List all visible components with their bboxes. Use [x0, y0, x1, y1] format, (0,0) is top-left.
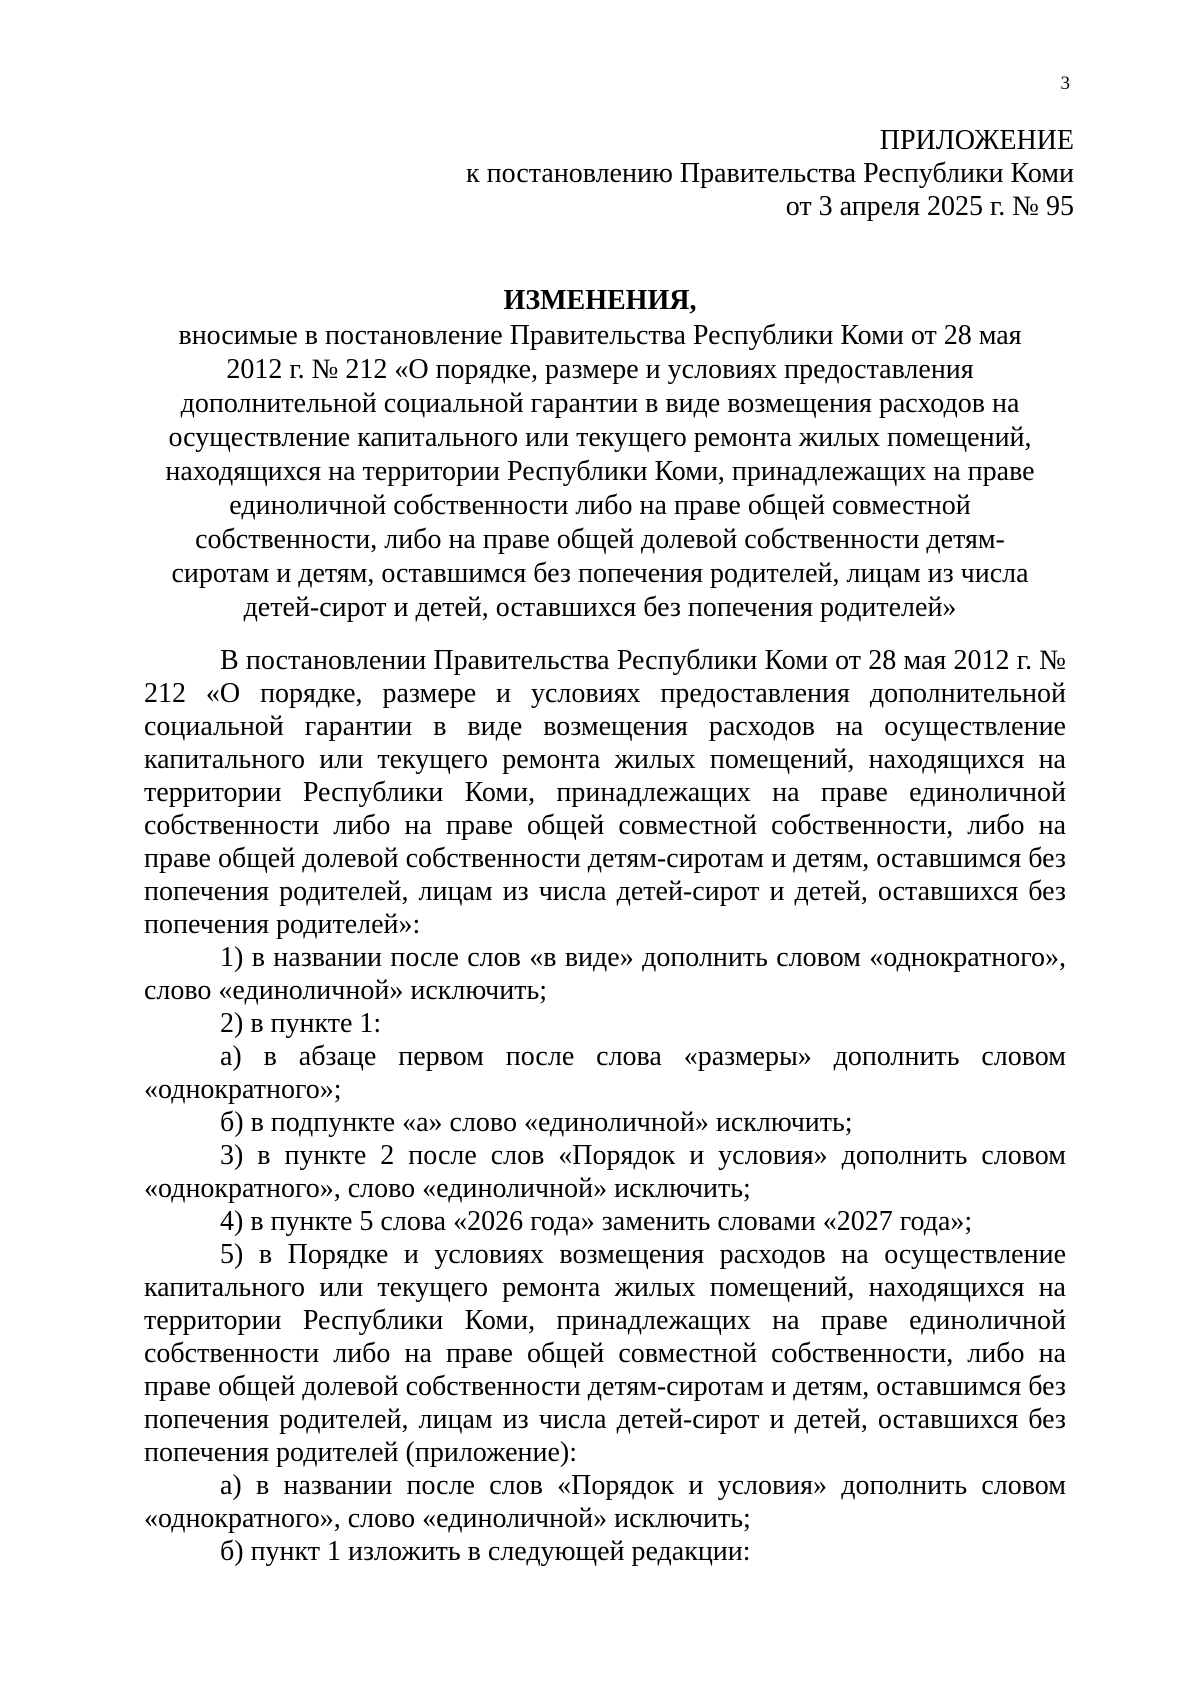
- document-body: [144, 644, 1066, 1568]
- paragraph-item-4: 4) в пункте 5 слова «2026 года» заменить словами «2027 года»;: [220, 1206, 973, 1237]
- paragraph-item-5b: б) пункт 1 изложить в следующей редакции:: [220, 1536, 751, 1567]
- heading-line: сиротам и детям, оставшимся без попечения родителей, лицам из числа: [171, 558, 1029, 589]
- paragraph-item-2a: а) в абзаце первом после слова «размеры» дополнить словом «однократного»;: [144, 1041, 1066, 1105]
- appendix-reference: к постановлению Правительства Республики Коми: [466, 158, 1074, 189]
- paragraph-item-2: 2) в пункте 1:: [220, 1008, 382, 1039]
- appendix-block: [466, 124, 1074, 223]
- heading-subtitle: [130, 319, 1070, 625]
- appendix-label: ПРИЛОЖЕНИЕ: [879, 125, 1074, 156]
- paragraph-item-5: 5) в Порядке и условиях возмещения расходов на осуществление капитального или текущего ремонта жилых помещений, находящихся на территории Республики Коми, принадлежащих на праве единоличной собственности либо на праве общей совместной собственности, либо на праве общей долевой собственности детям-сиротам и детям, оставшимся без попечения родителей, лицам из числа детей-сирот и детей, оставшихся без попечения родителей (приложение):: [144, 1239, 1066, 1468]
- paragraph-item-1: 1) в названии после слов «в виде» дополнить словом «однократного», слово «единоличной» исключить;: [144, 942, 1066, 1006]
- paragraph-preamble: В постановлении Правительства Республики Коми от 28 мая 2012 г. № 212 «О порядке, размере и условиях предоставления дополнительной социальной гарантии в виде возмещения расходов на осуществление капитального или текущего ремонта жилых помещений, находящихся на территории Республики Коми, принадлежащих на праве единоличной собственности либо на праве общей совместной собственности, либо на праве общей долевой собственности детям-сиротам и детям, оставшимся без попечения родителей, лицам из числа детей-сирот и детей, оставшихся без попечения родителей»:: [144, 645, 1066, 940]
- heading-line: дополнительной социальной гарантии в виде возмещения расходов на: [180, 388, 1020, 419]
- paragraph-item-2b: б) в подпункте «а» слово «единоличной» исключить;: [220, 1107, 853, 1138]
- document-heading: [130, 284, 1070, 625]
- heading-title: ИЗМЕНЕНИЯ,: [503, 285, 697, 316]
- heading-line: единоличной собственности либо на праве общей совместной: [229, 490, 971, 521]
- heading-line: 2012 г. № 212 «О порядке, размере и условиях предоставления: [226, 354, 974, 385]
- heading-line: находящихся на территории Республики Коми, принадлежащих на праве: [165, 456, 1035, 487]
- paragraph-item-3: 3) в пункте 2 после слов «Порядок и условия» дополнить словом «однократного», слово «единоличной» исключить;: [144, 1140, 1066, 1204]
- heading-line: детей-сирот и детей, оставшихся без попечения родителей»: [243, 592, 957, 623]
- page-number: 3: [1060, 73, 1070, 94]
- heading-line: вносимые в постановление Правительства Республики Коми от 28 мая: [178, 320, 1022, 351]
- paragraph-item-5a: а) в названии после слов «Порядок и условия» дополнить словом «однократного», слово «единоличной» исключить;: [144, 1470, 1066, 1534]
- heading-line: осуществление капитального или текущего ремонта жилых помещений,: [168, 422, 1032, 453]
- heading-line: собственности, либо на праве общей долевой собственности детям-: [195, 524, 1005, 555]
- appendix-date-number: от 3 апреля 2025 г. № 95: [785, 191, 1074, 222]
